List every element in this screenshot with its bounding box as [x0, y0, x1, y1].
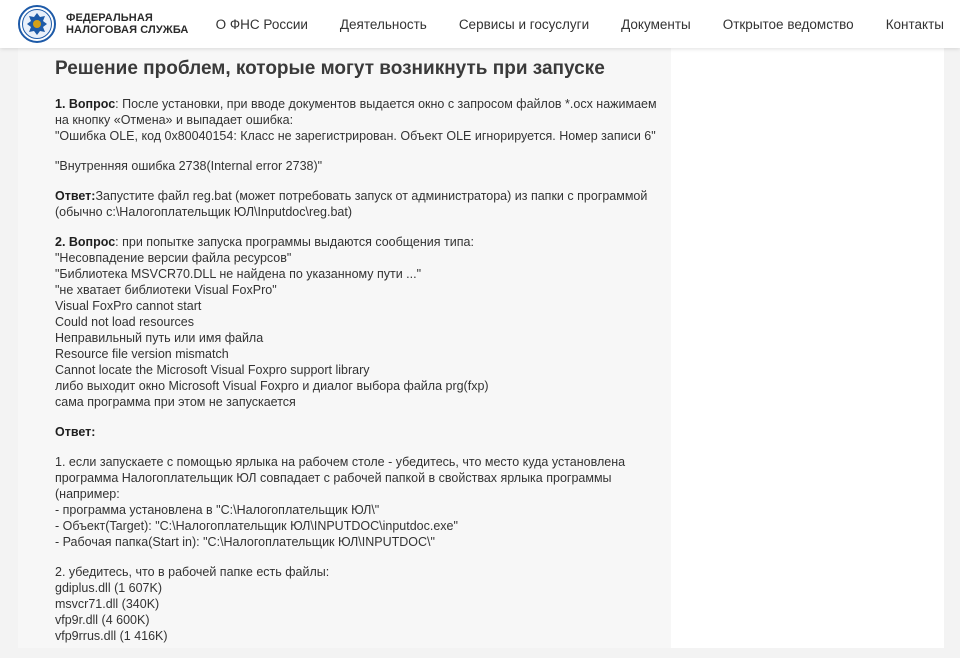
question-2-line: "Несовпадение версии файла ресурсов"	[55, 251, 292, 265]
nav-item-open-agency[interactable]: Открытое ведомство	[722, 16, 854, 32]
answer-1-label: Ответ:	[55, 189, 96, 203]
answer-2-item-2	[55, 564, 665, 644]
site-logo[interactable]	[18, 5, 188, 43]
nav-item-contacts[interactable]: Контакты	[885, 16, 944, 32]
logo-line-1: ФЕДЕРАЛЬНАЯ	[66, 12, 153, 24]
answer-2-item-1-text: 1. если запускаете с помощью ярлыка на рабочем столе - убедитесь, что место куда установлена программа Налогоплательщик ЮЛ совпадает с рабочей папкой в свойствах ярлыка программы (например:	[55, 455, 626, 501]
nav-item-activity[interactable]: Деятельность	[339, 16, 427, 32]
question-2-line: Неправильный путь или имя файла	[55, 331, 264, 345]
site-header	[0, 0, 960, 48]
question-2-line: Resource file version mismatch	[55, 347, 229, 361]
question-2-label: 2. Вопрос	[55, 235, 116, 249]
article-panel	[18, 48, 671, 648]
question-1-internal-error: "Внутренняя ошибка 2738(Internal error 2738)"	[55, 159, 323, 173]
question-2-line: Could not load resources	[55, 315, 194, 329]
logo-line-2: НАЛОГОВАЯ СЛУЖБА	[66, 24, 189, 36]
nav-item-services[interactable]: Сервисы и госуслуги	[458, 16, 590, 32]
main-nav	[200, 0, 960, 48]
article-content	[55, 56, 665, 658]
question-2-line: Visual FoxPro cannot start	[55, 299, 202, 313]
question-1-error: "Ошибка OLE, код 0x80040154: Класс не зарегистрирован. Объект OLE игнорируется. Номер записи 6"	[55, 129, 656, 143]
question-2-text: : при попытке запуска программы выдаются сообщения типа:	[115, 235, 474, 249]
file-item: vfp9rrus.dll (1 416K)	[55, 629, 168, 643]
file-item: gdiplus.dll (1 607K)	[55, 581, 163, 595]
nav-item-about[interactable]: О ФНС России	[215, 16, 308, 32]
answer-2-item-1-line: - программа установлена в "C:\Налогоплательщик ЮЛ\"	[55, 503, 380, 517]
question-1	[55, 96, 665, 144]
question-2-line: "не хватает библиотеки Visual FoxPro"	[55, 283, 277, 297]
logo-text	[66, 12, 188, 36]
answer-1-text: Запустите файл reg.bat (может потребовать запуск от администратора) из папки с программой (обычно c:\Налогоплательщик ЮЛ\Inputdoc\reg.bat)	[55, 189, 648, 219]
file-item: vfp9r.dll (4 600K)	[55, 613, 150, 627]
question-2-line: либо выходит окно Microsoft Visual Foxpro и диалог выбора файла prg(fxp)	[55, 379, 489, 393]
answer-2-item-1	[55, 454, 665, 550]
nav-item-documents[interactable]: Документы	[621, 16, 691, 32]
answer-2-item-1-line: - Рабочая папка(Start in): "C:\Налогоплательщик ЮЛ\INPUTDOC\"	[55, 535, 435, 549]
answer-2-label: Ответ:	[55, 425, 96, 439]
fns-emblem-icon	[18, 5, 56, 43]
question-2-line: Cannot locate the Microsoft Visual Foxpro support library	[55, 363, 370, 377]
answer-1	[55, 188, 665, 220]
answer-2-heading	[55, 424, 665, 440]
question-2-line: сама программа при этом не запускается	[55, 395, 296, 409]
question-2	[55, 234, 665, 410]
answer-2-item-1-line: - Объект(Target): "C:\Налогоплательщик ЮЛ\INPUTDOC\inputdoc.exe"	[55, 519, 458, 533]
article-title: Решение проблем, которые могут возникнуть при запуске	[55, 58, 605, 79]
file-item: msvcr71.dll (340K)	[55, 597, 160, 611]
page-container	[18, 48, 944, 648]
question-1-text: : После установки, при вводе документов выдается окно с запросом файлов *.ocx нажимаем на кнопку «Отмена» и выпадает ошибка:	[55, 97, 657, 127]
question-2-line: "Библиотека MSVCR70.DLL не найдена по указанному пути ..."	[55, 267, 422, 281]
question-1-label: 1. Вопрос	[55, 97, 116, 111]
answer-2-item-2-text: 2. убедитесь, что в рабочей папке есть файлы:	[55, 565, 330, 579]
